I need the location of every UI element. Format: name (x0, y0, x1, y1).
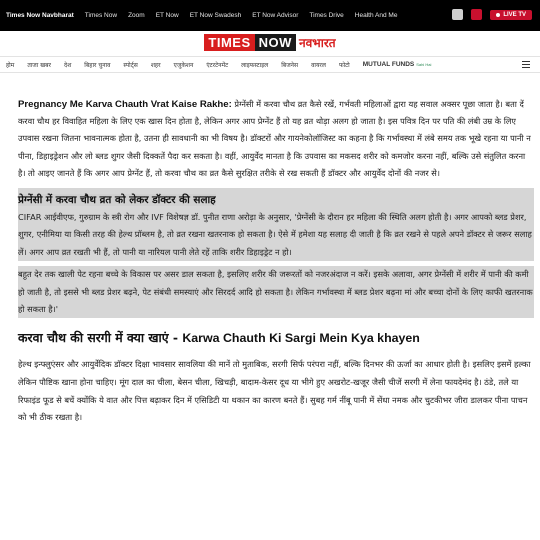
youtube-icon[interactable] (471, 9, 482, 20)
fasting-risk-paragraph: बहुत देर तक खाली पेट रहना बच्चे के विकास पर असर डाल सकता है, इसलिए शरीर की जरूरतों को नजरअंदाज न करें। इसके अलावा, अगर प्रेग्नेंसी में शरीर में पानी की कमी हो जाती है, तो इससे भी ब्लड प्रेशर बढ़ने, पेट संबंधी समस्याएं और सिरदर्द आदि हो सकता है। लेकिन गर्भावस्था में ब्लड प्रेशर बढ़ना मां और बच्चा दोनों के लिए काफी खतरनाक हो सकता है।' (18, 266, 534, 318)
nav-item-country[interactable]: देश (64, 61, 72, 69)
live-dot-icon (496, 13, 500, 17)
network-link-zoom[interactable]: Zoom (128, 12, 145, 19)
nav-item-city[interactable]: शहर (150, 61, 161, 69)
network-link-times-now-navbharat[interactable]: Times Now Navbharat (6, 12, 74, 19)
mutual-funds-sub: Sahi Hai (416, 62, 432, 67)
nav-item-viral[interactable]: वायरल (311, 61, 326, 69)
nav-item-business[interactable]: बिजनेस (281, 61, 299, 69)
site-logo-row (0, 31, 540, 53)
nav-item-home[interactable]: होम (6, 61, 15, 69)
intro-text: प्रेग्नेंसी में करवा चौथ व्रत कैसे रखें, गर्भवती महिलाओं द्वारा यह सवाल अक्सर पूछा जाता है। बता दें करवा चौथ हर विवाहित महिला के लिए एक खास दिन होता है, लेकिन अगर आप प्रेग्नेंट हैं तो यह व्रत थोड़ा अलग हो जाता है। इस पवित्र दिन पर पति की लंबी उम्र के लिए उपवास रखना जितना भावनात्मक होता है, उतना ही सावधानी का भी विषय है। डॉक्टरों और गायनेकोलॉजिस्ट का कहना है कि गर्भावस्था में लंबे समय तक भूखे रहना या पानी न पीना, डिहाइड्रेशन और लो ब्लड शुगर जैसी दिक्कतें पैदा कर सकता है। वहीं, आयुर्वेद मानता है कि उपवास का मकसद शरीर को कमजोर करना नहीं, बल्कि उसे संतुलित करना है। तो आइए जानते हैं कि अगर आप प्रेग्नेंट हैं, तो करवा चौथ का व्रत कैसे सुरक्षित तरीके से रख सकती हैं डॉक्टर और आयुर्वेद दोनों की नजर से। (18, 99, 531, 178)
nav-item-sports[interactable]: स्पोर्ट्स (123, 61, 138, 69)
hamburger-menu-icon[interactable] (522, 61, 530, 68)
logo-now: NOW (255, 34, 296, 51)
network-link-et-now-advisor[interactable]: ET Now Advisor (252, 12, 299, 19)
nav-item-education[interactable]: एजुकेशन (173, 61, 194, 69)
network-link-times-drive[interactable]: Times Drive (309, 12, 344, 19)
times-now-navbharat-logo[interactable] (204, 34, 335, 51)
logo-times: TIMES (204, 34, 254, 51)
heading-sargi-hindi: करवा चौथ की सरगी में क्या खाएं - (18, 330, 183, 346)
doctor-advice-paragraph: CIFAR आईवीएफ, गुरुग्राम के स्त्री रोग और IVF विशेषज्ञ डॉ. पुनीत राणा अरोड़ा के अनुसार, 'प्रेग्नेंसी के दौरान हर महिला की स्थिति अलग होती है। अगर आपको ब्लड प्रेशर, शुगर, एनीमिया या किसी तरह की हेल्थ प्रॉब्लम है, तो व्रत रखना खतरनाक हो सकता है। ऐसे में हमेशा यह सलाह दी जाती है कि व्रत रखने से पहले अपने डॉक्टर से जरूर सलाह लें। अगर आप व्रत रखती भी हैं, तो पानी या नारियल पानी लेते रहें ताकि शरीर डिहाइड्रेट न हो। (18, 209, 534, 261)
mutual-funds-label: MUTUAL FUNDS (362, 61, 415, 68)
nav-item-lifestyle[interactable]: लाइफस्टाइल (241, 61, 269, 69)
sargi-paragraph: हेल्थ इन्फ्लुएंसर और आयुर्वेदिक डॉक्टर दिक्षा भावसार सावलिया की मानें तो मुताबिक, सरगी सिर्फ परंपरा नहीं, बल्कि दिनभर की ऊर्जा का आधार होती है। इसलिए इसमें हल्का लेकिन पौष्टिक खाना होना चाहिए। मूंग दाल का चीला, बेसन चीला, खिचड़ी, बादाम-केसर दूध या भीगे हुए अखरोट-खजूर जैसी चीजें सरगी में लेना फायदेमंद है। ठंडे, तले या रिफाइंड फूड से बचें क्योंकि ये वात और पित्त बढ़ाकर दिन में एसिडिटी या थकान का कारण बनते हैं। सुबह गर्म नींबू पानी में सेंधा नमक और चुटकीभर जीरा डालकर पीना पाचन को भी ठीक रखता है। (18, 359, 531, 423)
account-icon[interactable] (452, 9, 463, 20)
nav-item-latest[interactable]: ताजा खबर (27, 61, 52, 69)
intro-paragraph (18, 96, 534, 182)
network-bar (0, 0, 540, 31)
network-link-et-now-swadesh[interactable]: ET Now Swadesh (189, 12, 242, 19)
heading-sargi (18, 326, 534, 350)
logo-navbharat: नवभारत (298, 35, 336, 50)
section-nav (0, 56, 540, 73)
network-link-et-now[interactable]: ET Now (155, 12, 179, 19)
intro-lead: Pregnancy Me Karva Chauth Vrat Kaise Rakhe: (18, 99, 232, 110)
nav-item-entertainment[interactable]: एंटरटेनमेंट (206, 61, 229, 69)
mutual-funds-link[interactable] (363, 61, 432, 68)
topbar-actions (452, 9, 532, 20)
network-link-health-and-me[interactable]: Health And Me (354, 12, 398, 19)
highlighted-section (18, 188, 534, 261)
nav-item-photo[interactable]: फोटो (338, 61, 350, 69)
network-link-times-now[interactable]: Times Now (84, 12, 118, 19)
heading-sargi-english: Karwa Chauth Ki Sargi Mein Kya khayen (182, 331, 420, 346)
live-tv-button[interactable] (490, 10, 532, 20)
heading-doctor-advice: प्रेग्नेंसी में करवा चौथ व्रत को लेकर डॉक्टर की सलाह (18, 194, 216, 207)
live-tv-label: LIVE TV (503, 11, 526, 18)
article-body (18, 96, 534, 427)
nav-item-bihar-election[interactable]: बिहार चुनाव (84, 61, 111, 69)
